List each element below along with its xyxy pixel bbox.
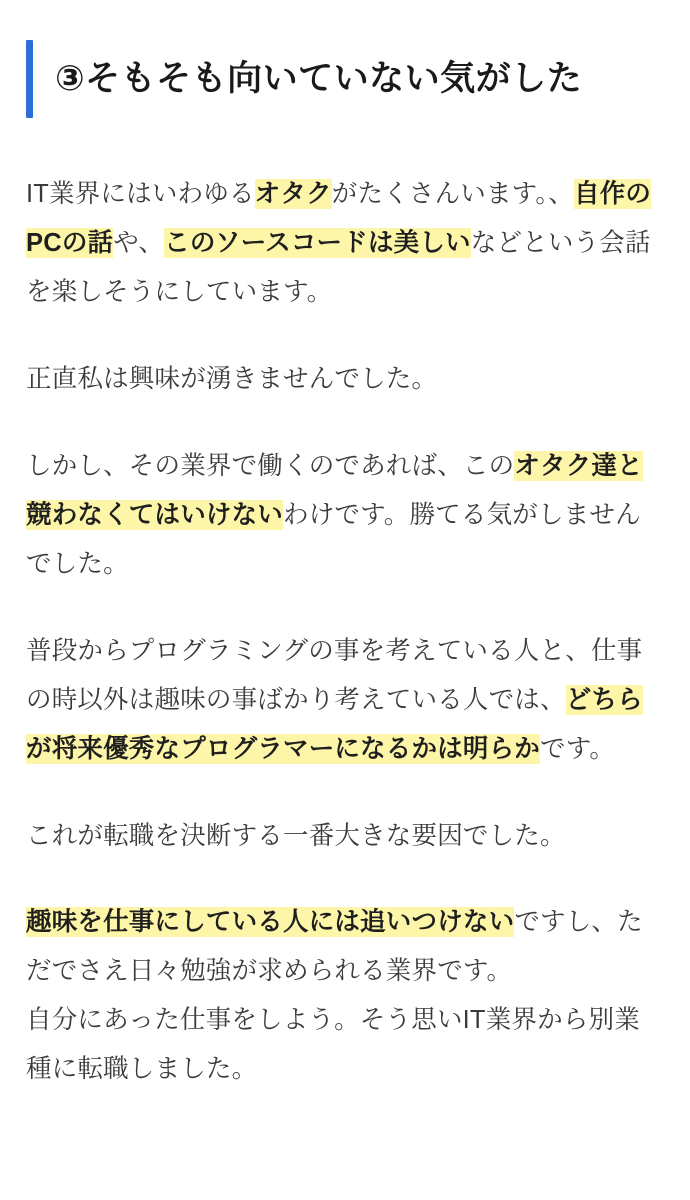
paragraph-4 (26, 627, 664, 774)
text-run: がたくさんいます。、 (331, 180, 574, 208)
paragraph-3 (26, 442, 664, 589)
text-run: などという会話を楽しそうにしています。 (26, 228, 651, 306)
text-run: わけです。勝てる気がしませんでした。 (26, 500, 641, 578)
paragraph-5 (26, 812, 664, 861)
text-run: です。 (540, 734, 616, 763)
heading-accent-bar (26, 40, 33, 118)
text-run: IT業界にはいわゆる (26, 180, 255, 208)
text-run: 普段からプログラミングの事を考えている人と、仕事の時以外は趣味の事ばかり考えている人では、 (26, 636, 643, 714)
text-run: これが転職を決断する一番大きな要因でした。 (26, 821, 566, 850)
text-run: ですし、ただでさえ日々勉強が求められる業界です。 (26, 908, 643, 986)
highlighted-text: 趣味を仕事にしている人には追いつけない (26, 908, 515, 937)
highlighted-text: 自作のPCの話 (26, 180, 652, 257)
highlighted-text: オタク (254, 180, 332, 208)
heading-text: ③そもそも向いていない気がした (55, 59, 583, 99)
paragraph-1 (26, 170, 664, 317)
highlighted-text: オタク達と競わなくてはいけない (26, 451, 643, 529)
highlighted-text: どちらが将来優秀なプログラマーになるかは明らか (26, 685, 643, 763)
highlighted-text: このソースコードは美しい (164, 228, 471, 257)
text-run: 自分にあった仕事をしよう。そう思いIT業界から別業種に転職しました。 (26, 1006, 640, 1084)
paragraph-6 (26, 898, 664, 1094)
text-run: や、 (113, 228, 165, 257)
page-title (26, 40, 664, 118)
text-run: しかし、その業界で働くのであれば、この (26, 451, 515, 480)
text-run: 正直私は興味が湧きませんでした。 (26, 364, 438, 393)
paragraph-2 (26, 355, 664, 404)
